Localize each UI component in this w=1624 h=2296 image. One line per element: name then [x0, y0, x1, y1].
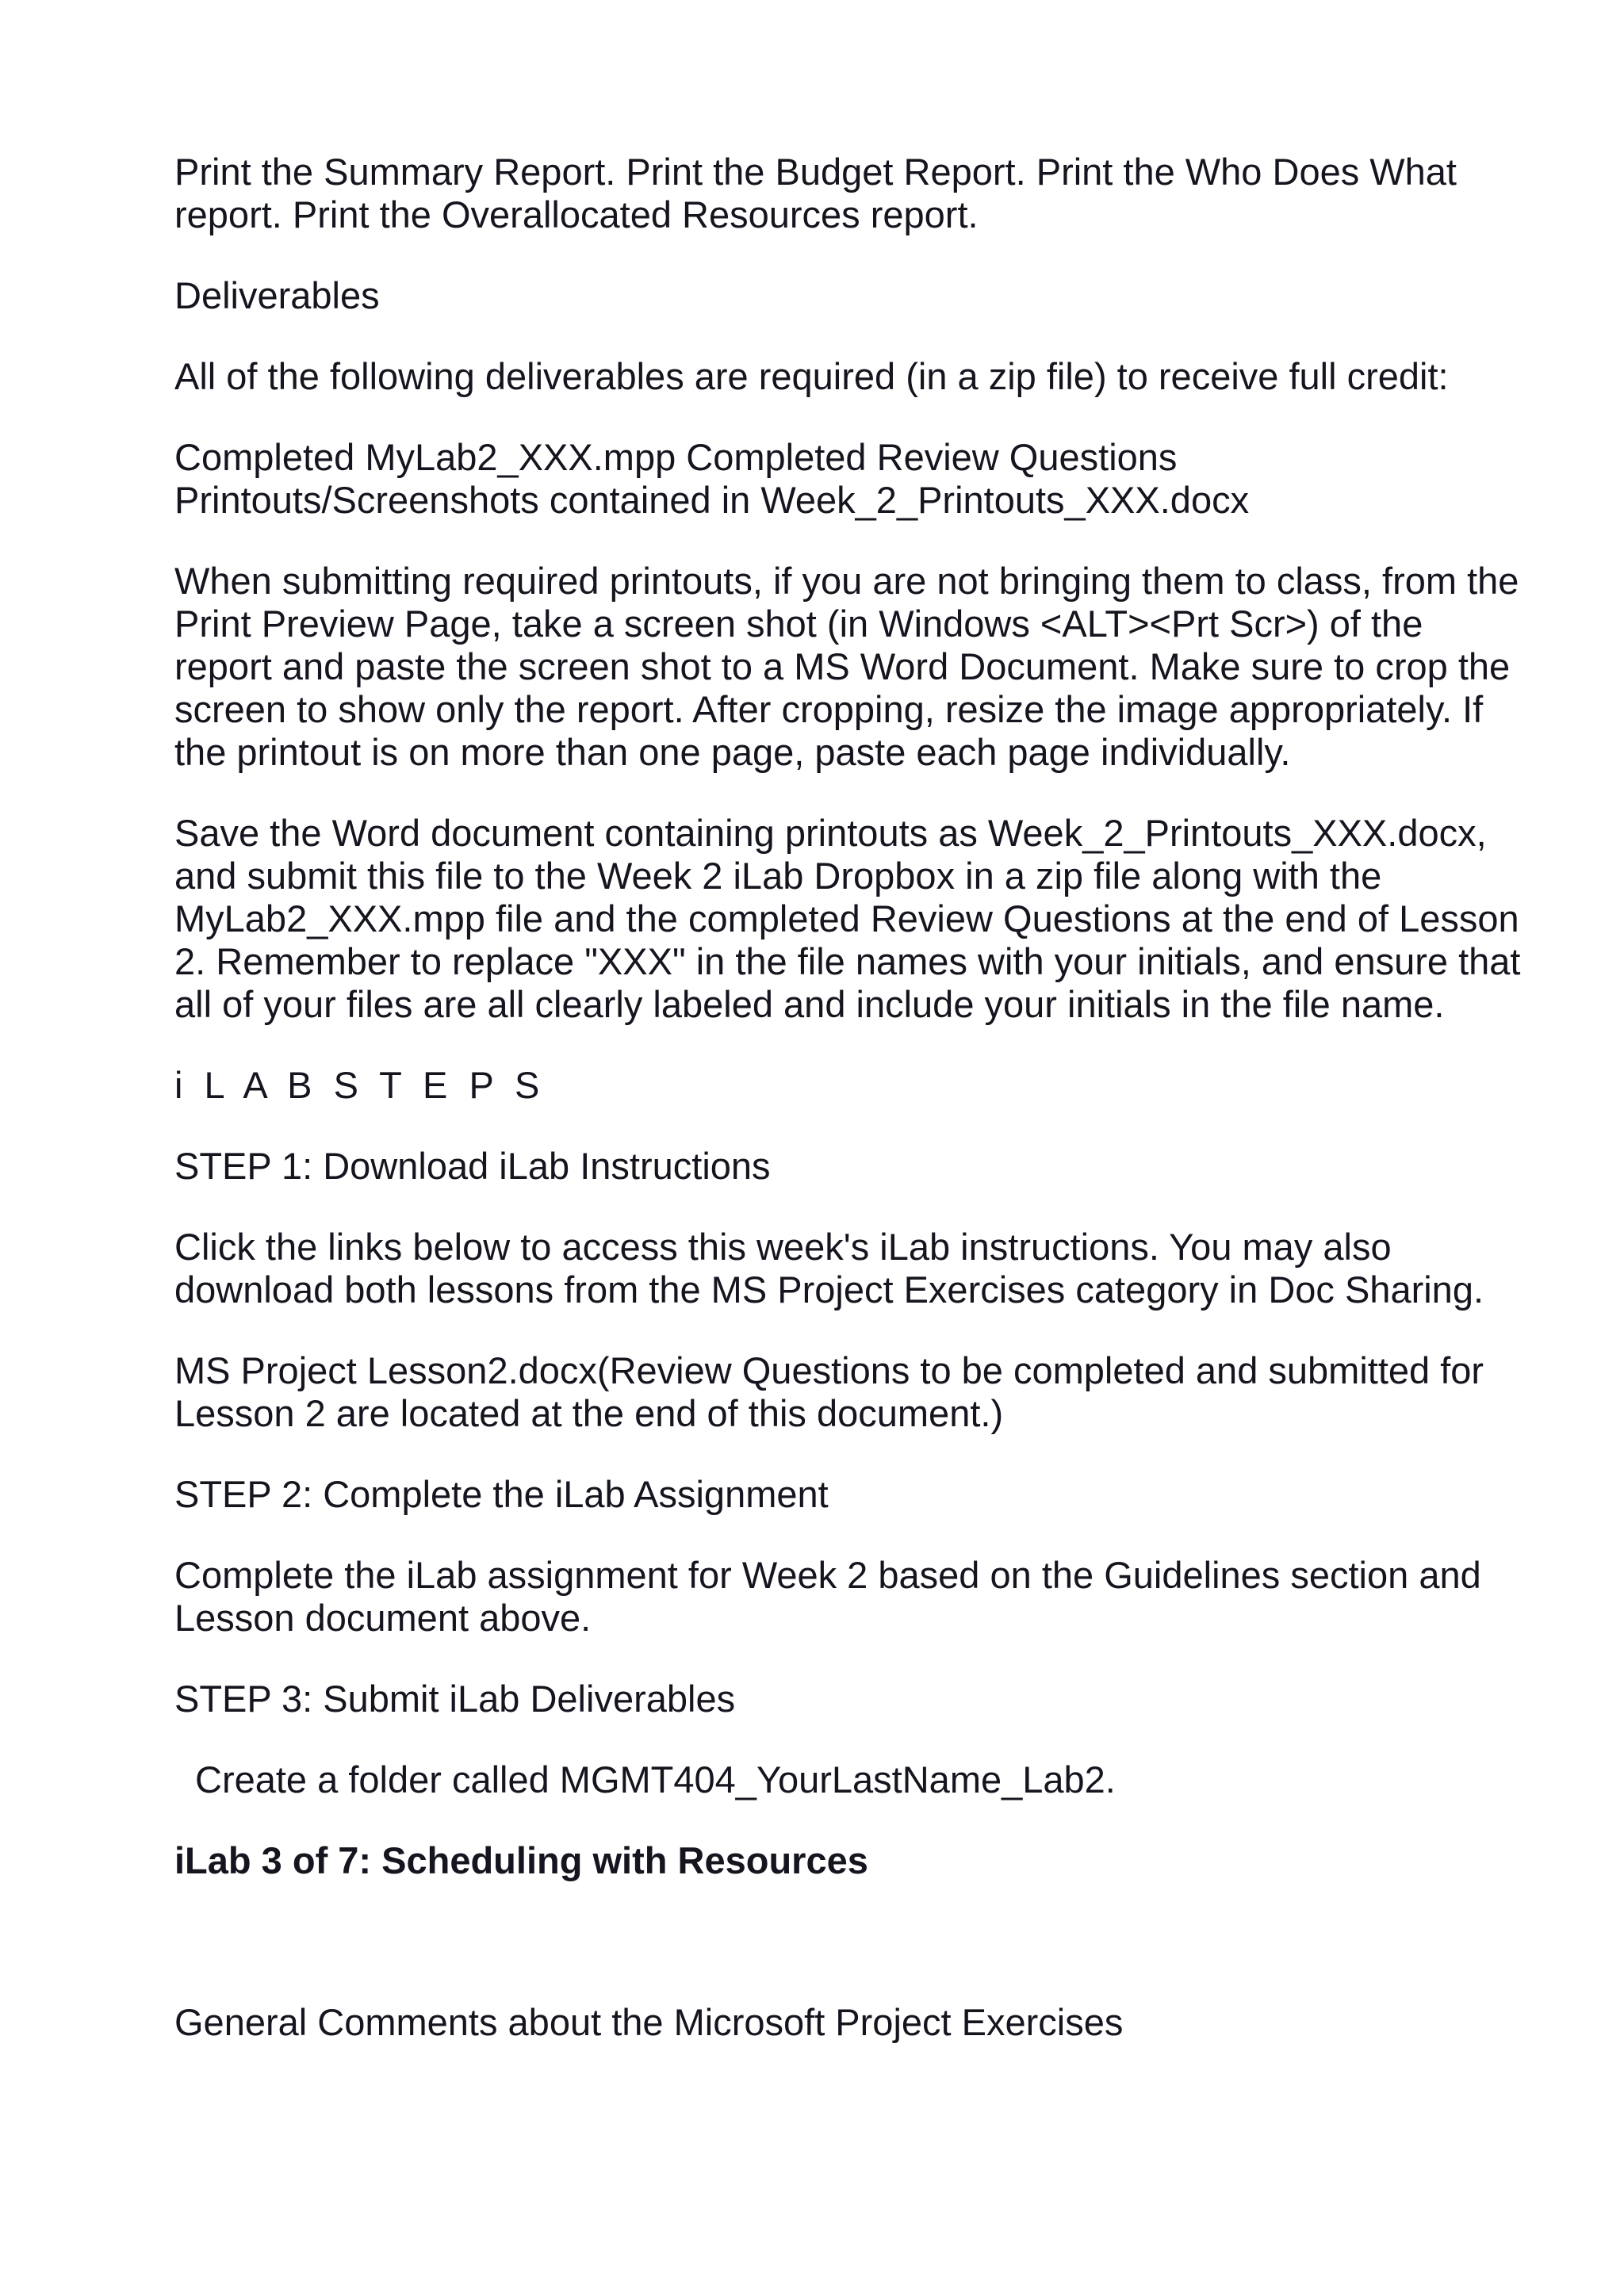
ilab-3-title: iLab 3 of 7: Scheduling with Resources: [174, 1839, 868, 1881]
step-2-heading: STEP 2: Complete the iLab Assignment: [174, 1473, 829, 1515]
step-3-heading: STEP 3: Submit iLab Deliverables: [174, 1678, 736, 1720]
deliverables-requirement-paragraph: All of the following deliverables are required (in a zip file) to receive full credit:: [174, 355, 1449, 397]
lesson-doc-paragraph: MS Project Lesson2.docx(Review Questions to be completed and submitted for Lesson 2 are located at the end of this document.): [174, 1349, 1484, 1434]
deliverables-label: Deliverables: [174, 274, 380, 316]
ilab-steps-heading: i L A B S T E P S: [174, 1064, 546, 1106]
printout-instructions-paragraph: When submitting required printouts, if you are not bringing them to class, from the Print Preview Page, take a screen shot (in Windows <ALT><Prt Scr>) of the report and paste the screen shot to a MS Word Document. Make sure to crop the screen to show only the report. After cropping, resize the image appropriately. If the printout is on more than one page, paste each page individually.: [174, 560, 1519, 773]
create-folder-paragraph: Create a folder called MGMT404_YourLastName_Lab2.: [195, 1758, 1116, 1800]
deliverables-list-paragraph: Completed MyLab2_XXX.mpp Completed Review Questions Printouts/Screenshots contained in Week_2_Printouts_XXX.docx: [174, 436, 1250, 521]
save-submit-paragraph: Save the Word document containing printouts as Week_2_Printouts_XXX.docx, and submit this file to the Week 2 iLab Dropbox in a zip file along with the MyLab2_XXX.mpp file and the completed Review Questions at the end of Lesson 2. Remember to replace "XXX" in the file names with your initials, and ensure that all of your files are all clearly labeled and include your initials in the file name.: [174, 812, 1521, 1025]
document-body: [174, 151, 1522, 2082]
step-1-paragraph: Click the links below to access this week's iLab instructions. You may also download both lessons from the MS Project Exercises category in Doc Sharing.: [174, 1226, 1484, 1311]
print-reports-paragraph: Print the Summary Report. Print the Budget Report. Print the Who Does What report. Print the Overallocated Resources report.: [174, 151, 1457, 235]
general-comments-heading: General Comments about the Microsoft Project Exercises: [174, 2001, 1124, 2043]
step-2-paragraph: Complete the iLab assignment for Week 2 based on the Guidelines section and Lesson document above.: [174, 1554, 1481, 1639]
step-1-heading: STEP 1: Download iLab Instructions: [174, 1145, 771, 1187]
